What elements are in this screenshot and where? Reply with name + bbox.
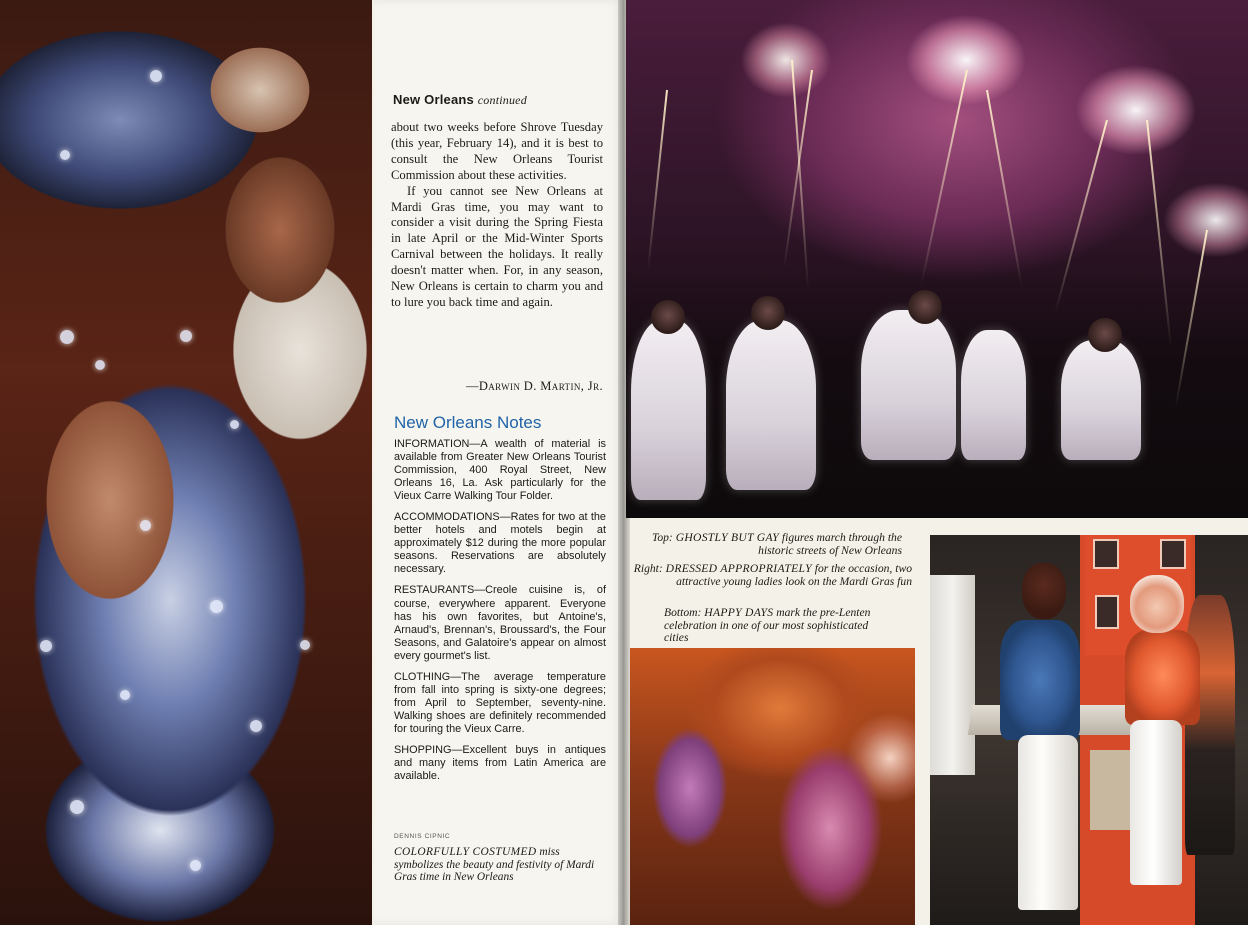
caption-lead: GHOSTLY BUT GAY: [675, 531, 779, 544]
bystander-left: [930, 575, 975, 775]
article-paragraph: If you cannot see New Orleans at Mardi Gras time, you may want to consider a visit during the Spring Fiesta in late April or the Mid-Winter Sports Carnival between the holidays. It really doesn't matter when. For, in any season, New Orleans is certain to charm you and to lure you back time and again.: [391, 183, 603, 309]
sequin-highlight: [70, 800, 84, 814]
sequin-highlight: [40, 640, 52, 652]
caption-text: figures march through the historic streets of New Orleans: [758, 531, 902, 557]
caption-prefix: Top:: [651, 531, 673, 544]
figure-head: [1088, 318, 1122, 352]
sign-picture: [1093, 539, 1119, 569]
note-information: [394, 438, 606, 503]
sequin-highlight: [150, 70, 162, 82]
sparkler-trail: [1146, 120, 1172, 349]
ghostly-figure: [961, 330, 1026, 460]
caption-prefix: Right:: [633, 562, 663, 575]
caption-text: for the occasion, two attractive young ladies look on the Mardi Gras fun: [676, 562, 912, 588]
note-text: —Creole cuisine is, of course, everywhere apparent. Everyone has his own favorites, but Antoine's, Arnaud's, Brennan's, Broussard's, the Four Seasons, and Galatoire's appear on almost every gourmet's list.: [394, 584, 606, 662]
sign-picture: [1095, 595, 1119, 629]
woman-blue-slacks: [1018, 735, 1078, 910]
sign-picture: [1160, 539, 1186, 569]
note-shopping: [394, 744, 606, 783]
sequin-highlight: [140, 520, 151, 531]
photo-young-ladies: [930, 535, 1248, 925]
note-text: —Excellent buys in antiques and many items from Latin America are available.: [394, 743, 606, 783]
running-head: [393, 92, 613, 108]
ghostly-figure: [726, 320, 816, 490]
woman-blue-sweater: [1000, 620, 1080, 740]
running-head-title: New Orleans: [393, 92, 474, 107]
caption-bottom: [664, 607, 874, 645]
caption-lead: HAPPY DAYS: [704, 606, 774, 619]
note-text: —The average temperature from fall into spring is sixty-one degrees; from April to September, seventy-nine. Walking shoes are definitely recommended for touring the Vieux Carre.: [394, 670, 606, 735]
woman-orange-jacket: [1125, 630, 1200, 725]
photo-ghostly-figures: [626, 0, 1248, 518]
ghostly-figure: [861, 310, 956, 460]
byline: —Darwin D. Martin, Jr.: [465, 379, 603, 393]
figure-head: [751, 296, 785, 330]
caption-costumed-miss: [394, 846, 604, 884]
note-label: SHOPPING: [394, 743, 452, 756]
caption-prefix: Bottom:: [664, 606, 702, 619]
caption-right-photo: [632, 563, 912, 588]
sequin-highlight: [60, 330, 74, 344]
photo-credit: DENNIS CIPNIC: [394, 833, 451, 840]
photo-happy-days: [630, 648, 915, 925]
sparkler-trail: [920, 70, 968, 286]
sequin-highlight: [250, 720, 262, 732]
note-label: ACCOMMODATIONS: [394, 511, 500, 524]
sequin-highlight: [300, 640, 310, 650]
sequin-highlight: [180, 330, 192, 342]
caption-text: mark the pre-Lenten celebration in one of our most sophisticated cities: [664, 606, 871, 645]
note-accommodations: [394, 511, 606, 576]
note-label: CLOTHING: [394, 670, 451, 683]
woman-orange-slacks: [1130, 720, 1182, 885]
running-head-suffix: continued: [477, 93, 527, 107]
woman-blue-head: [1022, 563, 1066, 619]
sequin-highlight: [60, 150, 70, 160]
caption-lead: COLORFULLY COSTUMED: [394, 846, 537, 858]
bystander-right: [1185, 595, 1235, 855]
note-label: INFORMATION: [394, 438, 470, 450]
note-clothing: [394, 671, 606, 736]
sequin-highlight: [95, 360, 105, 370]
ghostly-figure: [631, 320, 706, 500]
note-restaurants: [394, 584, 606, 662]
figure-head: [651, 300, 685, 334]
caption-top: [632, 532, 902, 557]
sequin-highlight: [210, 600, 223, 613]
photo-costumed-woman: [0, 0, 372, 925]
painted-sign: [1090, 750, 1130, 830]
sequin-highlight: [230, 420, 239, 429]
sequin-highlight: [120, 690, 130, 700]
sparkler-trail: [986, 90, 1023, 287]
notes-list: [394, 438, 606, 791]
article-body: [391, 120, 603, 311]
figure-head: [908, 290, 942, 324]
article-paragraph: about two weeks before Shrove Tuesday (this year, February 14), and it is best to consult the New Orleans Tourist Commission about these activities.: [391, 120, 603, 182]
note-text: —Rates for two at the better hotels and motels begin at approximately $12 during the more popular seasons. Reservations are absolutely necessary.: [394, 511, 606, 576]
sparkler-trail: [791, 60, 809, 290]
note-label: RESTAURANTS: [394, 584, 475, 597]
caption-lead: DRESSED APPROPRIATELY: [665, 562, 812, 575]
sequin-highlight: [190, 860, 201, 871]
sparkler-trail: [1175, 230, 1208, 408]
note-text: —A wealth of material is available from Greater New Orleans Tourist Commission, 400 Royal Street, New Orleans 16, La. Ask particularly for the Vieux Carre Walking Tour Folder.: [394, 438, 606, 503]
text-column: [374, 0, 624, 925]
ghostly-figure: [1061, 340, 1141, 460]
caption-block: [632, 520, 928, 648]
woman-orange-head: [1130, 575, 1184, 633]
sparkler-trail: [783, 70, 813, 268]
notes-heading: New Orleans Notes: [394, 413, 542, 432]
sparkler-trail: [1054, 120, 1108, 314]
sparkler-trail: [647, 90, 668, 269]
caption-text: miss symbolizes the beauty and festivity of Mardi Gras time in New Orleans: [394, 846, 595, 884]
